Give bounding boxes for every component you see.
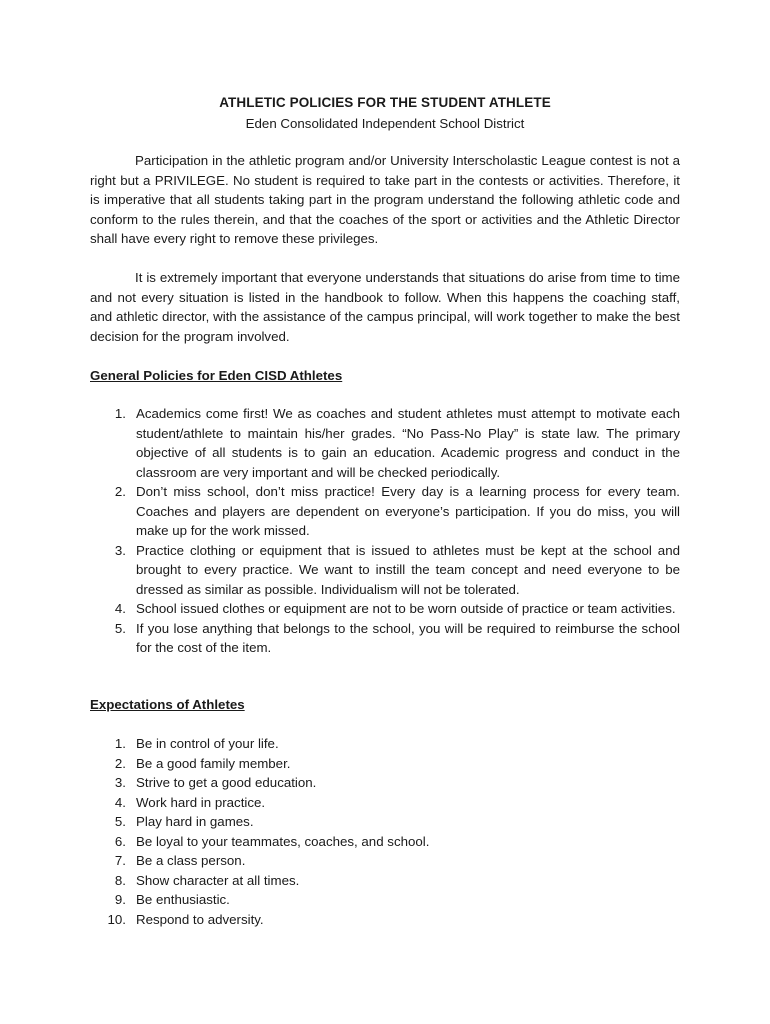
expectations-list (90, 734, 680, 929)
expectation-item (90, 851, 680, 871)
expectation-number: 6. (114, 833, 126, 849)
policy-number: 4. (114, 601, 126, 616)
expectation-item (90, 773, 680, 793)
general-policies-list (90, 404, 680, 658)
expectation-item (90, 734, 680, 754)
policy-item (90, 482, 680, 541)
expectation-item (90, 832, 680, 852)
situations-paragraph: It is extremely important that everyone understands that situations do arise from time to time and not every situation is listed in the handbook to follow. When this happens the coaching staff, and athletic director, with the assistance of the campus principal, will work together to make the best decision for the program involved. (90, 270, 680, 344)
expectation-text: Respond to adversity. (136, 911, 264, 927)
expectation-item (90, 793, 680, 813)
document-subtitle: Eden Consolidated Independent School District (245, 116, 525, 131)
policy-text: Practice clothing or equipment that is issued to athletes must be kept at the school and brought to every practice. We want to instill the team concept and need everyone to be dressed as similar as possible. Individualism will not be tolerated. (136, 542, 680, 597)
policy-item (90, 541, 680, 600)
expectation-number: 1. (114, 736, 126, 751)
expectation-text: Work hard in practice. (136, 794, 266, 810)
expectation-text: Strive to get a good education. (136, 775, 317, 790)
expectation-number: 2. (114, 755, 126, 771)
expectation-text: Be in control of your life. (136, 736, 279, 751)
policy-item (90, 619, 680, 658)
expectation-text: Be enthusiastic. (136, 892, 230, 907)
policy-text: If you lose anything that belongs to the school, you will be required to reimburse the school for the cost of the item. (136, 620, 680, 655)
policy-text: School issued clothes or equipment are not to be worn outside of practice or team activities. (136, 601, 676, 616)
expectation-item (90, 871, 680, 891)
expectation-number: 8. (114, 872, 126, 888)
policy-number: 1. (114, 406, 126, 421)
expectation-text: Play hard in games. (136, 814, 254, 829)
expectation-item (90, 890, 680, 910)
expectation-item (90, 910, 680, 930)
policy-text: Don’t miss school, don’t miss practice! Every day is a learning process for every team. Coaches and players are dependent on everyone’s participation. If you do miss, you will make up for the work missed. (136, 484, 680, 538)
expectation-text: Show character at all times. (136, 872, 300, 888)
expectation-number: 9. (114, 892, 126, 907)
expectation-number: 5. (114, 814, 126, 829)
expectations-heading: Expectations of Athletes (90, 697, 245, 712)
expectation-text: Be a good family member. (136, 755, 291, 771)
expectation-number: 7. (114, 853, 126, 868)
document-title: ATHLETIC POLICIES FOR THE STUDENT ATHLETE (219, 95, 551, 110)
policy-text: Academics come first! We as coaches and student athletes must attempt to motivate each student/athlete to maintain his/her grades. “No Pass-No Play” is state law. The primary objective of all students is to gain an education. Academic progress and conduct in the classroom are very important and will be checked periodically. (136, 406, 680, 480)
general-policies-heading: General Policies for Eden CISD Athletes (90, 368, 343, 383)
policy-number: 2. (114, 484, 126, 499)
expectation-number: 3. (114, 775, 126, 790)
expectation-number: 4. (114, 794, 126, 810)
policy-number: 3. (114, 542, 126, 558)
expectation-text: Be a class person. (136, 853, 246, 868)
policy-item (90, 599, 680, 619)
intro-paragraph: Participation in the athletic program and/or University Interscholastic League contest is not a right but a PRIVILEGE. No student is required to take part in the contests or activities. Therefore, it is imperative that all students taking part in the program understand the following athletic code and conform to the rules therein, and that the coaches of the sport or activities and the Athletic Director shall have every right to remove these privileges. (90, 153, 680, 246)
expectation-item (90, 812, 680, 832)
policy-number: 5. (114, 620, 126, 636)
expectation-item (90, 754, 680, 774)
policy-item (90, 404, 680, 482)
expectation-text: Be loyal to your teammates, coaches, and school. (136, 833, 430, 849)
expectation-number: 10. (107, 911, 126, 927)
